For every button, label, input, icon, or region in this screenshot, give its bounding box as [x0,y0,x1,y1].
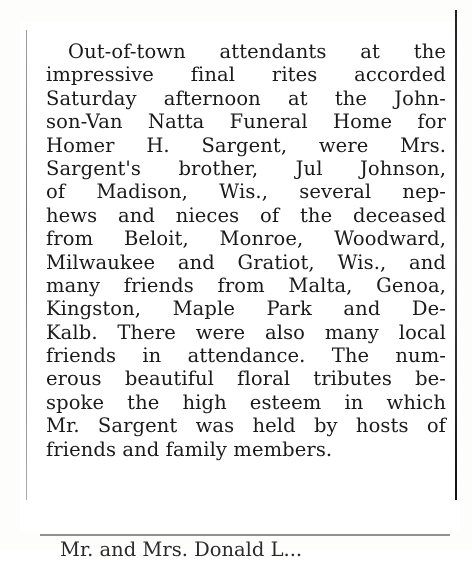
article-line: of Madison, Wis., several nep- [46,180,446,204]
article-line: erous beautiful floral tributes be- [46,367,446,391]
article-line: Out-of-town attendants at the [68,40,446,63]
article-line: son-Van Natta Funeral Home for [46,110,446,134]
article-line: Kingston, Maple Park and De- [46,297,446,321]
article-line: Mr. Sargent was held by hosts of [46,414,446,438]
article-line: spoke the high esteem in which [46,390,446,414]
article-line: Kalb. There were also many local [46,320,446,344]
article-line: hews and nieces of the deceased [46,203,446,227]
obituary-article [46,40,446,461]
article-line: impressive final rites accorded [46,63,446,87]
article-line: friends and family members. [46,437,333,461]
next-item-cutoff [60,532,420,561]
next-item-cutoff-text: Mr. and Mrs. Donald L... [60,538,303,561]
article-line: friends in attendance. The num- [46,344,446,368]
article-line: Sargent's brother, Jul Johnson, [46,156,446,180]
article-line: Homer H. Sargent, were Mrs. [46,133,446,157]
article-line: from Beloit, Monroe, Woodward, [46,227,446,251]
article-line: Milwaukee and Gratiot, Wis., and [46,250,446,274]
clipping-right-edge [455,10,457,500]
article-line: Saturday afternoon at the John- [46,86,446,110]
article-line: many friends from Malta, Genoa, [46,273,446,297]
clipping-left-edge [26,30,27,500]
